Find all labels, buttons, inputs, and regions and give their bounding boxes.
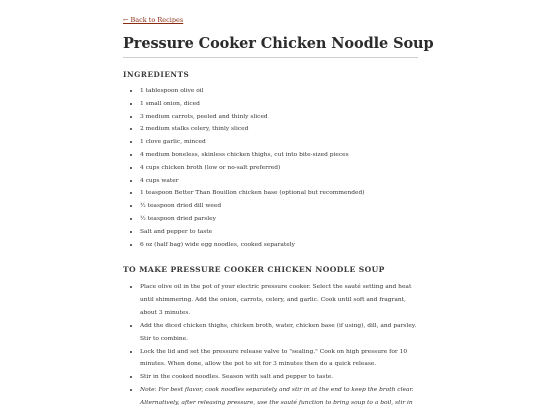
direction-note: • Note: For best flavor, cook noodles separately and stir in at the end to keep the broth clear. Alternatively, after releasing pressure, use the sauté function to bring soup to a boil, stir in: [140, 384, 418, 410]
direction-step: • Lock the lid and set the pressure release valve to "sealing." Cook on high pressure for 10 minutes. When done, allow the pot to sit for 3 minutes then do a quick release.: [140, 346, 418, 372]
back-to-recipes-link[interactable]: ← Back to Recipes: [123, 16, 184, 24]
page-title: Pressure Cooker Chicken Noodle Soup: [123, 35, 434, 52]
ingredient-item: • ½ teaspoon dried parsley: [140, 213, 365, 226]
ingredient-item: • ½ teaspoon dried dill weed: [140, 200, 365, 213]
ingredient-item: • 4 cups water: [140, 175, 365, 188]
title-divider: [123, 57, 418, 58]
ingredient-item: • 1 clove garlic, minced: [140, 136, 365, 149]
ingredient-item: • 1 tablespoon olive oil: [140, 85, 365, 98]
ingredient-item: • 3 medium carrots, peeled and thinly sliced: [140, 111, 365, 124]
ingredient-item: • 1 small onion, diced: [140, 98, 365, 111]
ingredient-item: • 4 medium boneless, skinless chicken thighs, cut into bite-sized pieces: [140, 149, 365, 162]
ingredient-item: • 2 medium stalks celery, thinly sliced: [140, 123, 365, 136]
directions-heading: TO MAKE PRESSURE COOKER CHICKEN NOODLE SOUP: [123, 265, 385, 274]
direction-step: • Stir in the cooked noodles. Season with salt and pepper to taste.: [140, 371, 418, 384]
direction-step: • Add the diced chicken thighs, chicken broth, water, chicken base (if using), dill, and parsley. Stir to combine.: [140, 320, 418, 346]
ingredient-item: • 1 teaspoon Better Than Bouillon chicken base (optional but recommended): [140, 187, 365, 200]
direction-step: • Place olive oil in the pot of your electric pressure cooker. Select the sauté setting and heat until shimmering. Add the onion, carrots, celery, and garlic. Cook until soft and fragrant, about 3 minutes.: [140, 281, 418, 320]
ingredients-list: [123, 85, 365, 251]
ingredient-item: • Salt and pepper to taste: [140, 226, 365, 239]
ingredient-item: • 6 oz (half bag) wide egg noodles, cooked separately: [140, 239, 365, 252]
ingredients-heading: INGREDIENTS: [123, 70, 190, 79]
directions-list: [123, 281, 418, 410]
ingredient-item: • 4 cups chicken broth (low or no-salt preferred): [140, 162, 365, 175]
